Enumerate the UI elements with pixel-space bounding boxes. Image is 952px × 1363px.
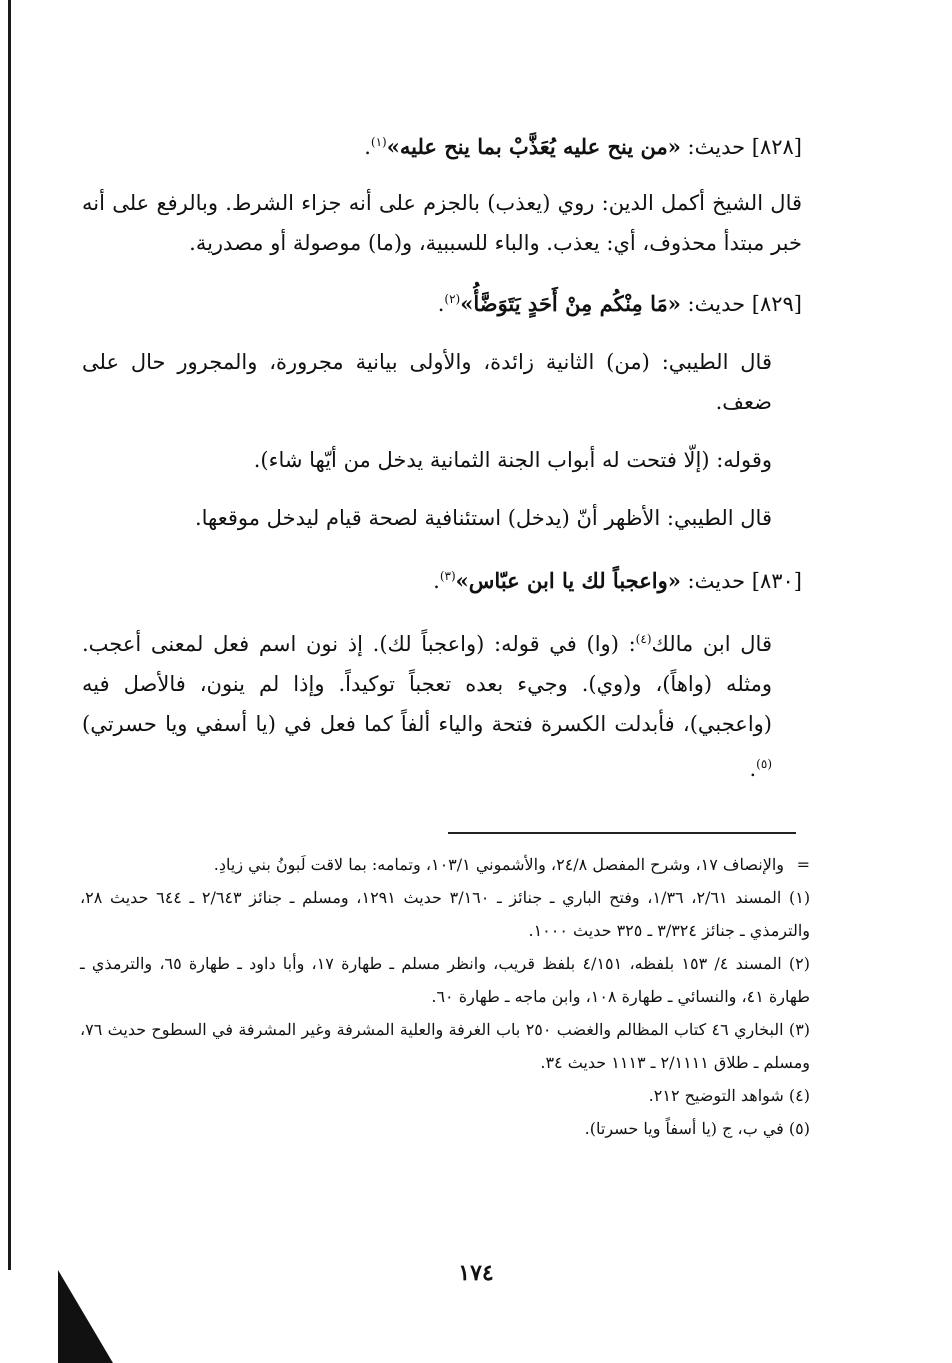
paragraph-tibi-1: قال الطيبي: (من) الثانية زائدة، والأولى بيانية مجرورة، والمجرور حال على ضعف. — [82, 350, 772, 414]
footnote-3: (٣) البخاري ٤٦ كتاب المظالم والغضب ٢٥٠ باب الغرفة والعلية المشرفة وغير المشرفة في السطوح حديث ٧٦، ومسلم ـ طلاق ٢/١١١١ ـ ١١١٣ حديث ٣٤. — [80, 1020, 811, 1072]
footnote-5: (٥) في ب، ج (يا أسفاً ويا حسرتا). — [584, 1119, 810, 1138]
paragraph-akmal: قال الشيخ أكمل الدين: روي (يعذب) بالجزم على أنه جزاء الشرط. وبالرفع على أنه خبر مبتدأ محذوف، أي: يعذب. والباء للسببية، و(ما) موصولة أو مصدرية. — [82, 191, 802, 255]
footnote-1: (١) المسند ٢/٦١، ١/٣٦، وفتح الباري ـ جنائز ـ ٣/١٦٠ حديث ١٢٩١، ومسلم ـ جنائز ٢/٦٤٣ ـ ٦٤٤ حديث ٢٨، والترمذي ـ جنائز ٣/٣٢٤ ـ ٣٢٥ حديث ١٠٠٠. — [80, 888, 811, 940]
hadith-label: [٨٣٠] حديث: — [680, 569, 802, 593]
footnote-2: (٢) المسند ٤/ ١٥٣ بلفظه، ٤/١٥١ بلفظ قريب، وانظر مسلم ـ طهارة ١٧، وأبا داود ـ طهارة ٦٥، والترمذي ـ طهارة ٤١، والنسائي ـ طهارة ١٠٨، وابن ماجه ـ طهارة ٦٠. — [80, 954, 810, 1006]
continuation-mark: = — [796, 855, 810, 874]
paragraph-text: : (وا) في قوله: (واعجباً لك). إذ نون اسم فعل لمعنى أعجب. ومثله (واهاً)، و(وي). وجيء بعده تعجباً توكيداً. وإذا لم ينون، فالأصل فيه (واعجبي)، فأبدلت الكسرة فتحة والياء ألفاً كما فعل في (يا أسفي ويا حسرتي) — [82, 632, 772, 736]
page-number: ١٧٤ — [458, 1260, 494, 1286]
hadith-829: [٨٢٩] حديث: «مَا مِنْكُم مِنْ أَحَدٍ يَتَوَضَّأُ»$^{(٢)}$. — [437, 291, 802, 316]
footnote-ref: (٣) — [439, 569, 456, 583]
footnotes — [80, 848, 810, 1145]
hadith-828: [٨٢٨] حديث: «من ينح عليه يُعَذَّبْ بما ينح عليه»$^{(١)}$. — [364, 134, 802, 159]
hadith-quote: «مَا مِنْكُم مِنْ أَحَدٍ يَتَوَضَّأُ» — [460, 291, 681, 316]
paragraph-ibn-malik: قال ابن مالك$^{(٤)}$: (وا) في قوله: (واعجباً لك). إذ نون اسم فعل لمعنى أعجب. ومثله (واهاً)، و(وي). وجيء بعده تعجباً توكيداً. وإذا لم ينون، فالأصل فيه (واعجبي)، فأبدلت الكسرة فتحة والياء ألفاً كما فعل في (يا أسفي ويا حسرتي)$^{(٥)}$. — [82, 632, 772, 781]
footnote-separator — [448, 832, 796, 834]
hadith-label: [٨٢٩] حديث: — [680, 292, 802, 316]
hadith-quote: «واعجباً لك يا ابن عبّاس» — [455, 568, 681, 593]
hadith-830: [٨٣٠] حديث: «واعجباً لك يا ابن عبّاس»$^{(٣)}$. — [433, 568, 802, 593]
footnote-4: (٤) شواهد التوضيح ٢١٢. — [648, 1086, 810, 1105]
paragraph-text: قال ابن مالك — [651, 632, 772, 656]
footnote-ref: (١) — [370, 135, 387, 149]
paragraph-tibi-2: قال الطيبي: الأظهر أنّ (يدخل) استئنافية لصحة قيام ليدخل موقعها. — [194, 506, 772, 530]
footnote-ref: (٢) — [444, 292, 461, 306]
footnote-continuation: والإنصاف ١٧، وشرح المفصل ٢٤/٨، والأشموني ١٠٣/١، وتمامه: بما لاقت لَبونُ بني زيادِ. — [213, 855, 784, 874]
main-text — [82, 122, 802, 789]
paragraph-qawluhu: وقوله: (إلّا فتحت له أبواب الجنة الثمانية يدخل من أيّها شاء). — [253, 448, 772, 472]
page-edge-line — [8, 0, 11, 1270]
footnote-ref: (٥) — [756, 757, 772, 771]
hadith-label: [٨٢٨] حديث: — [680, 135, 802, 159]
footnote-ref: (٤) — [635, 632, 652, 646]
hadith-quote: «من ينح عليه يُعَذَّبْ بما ينح عليه» — [386, 134, 681, 159]
